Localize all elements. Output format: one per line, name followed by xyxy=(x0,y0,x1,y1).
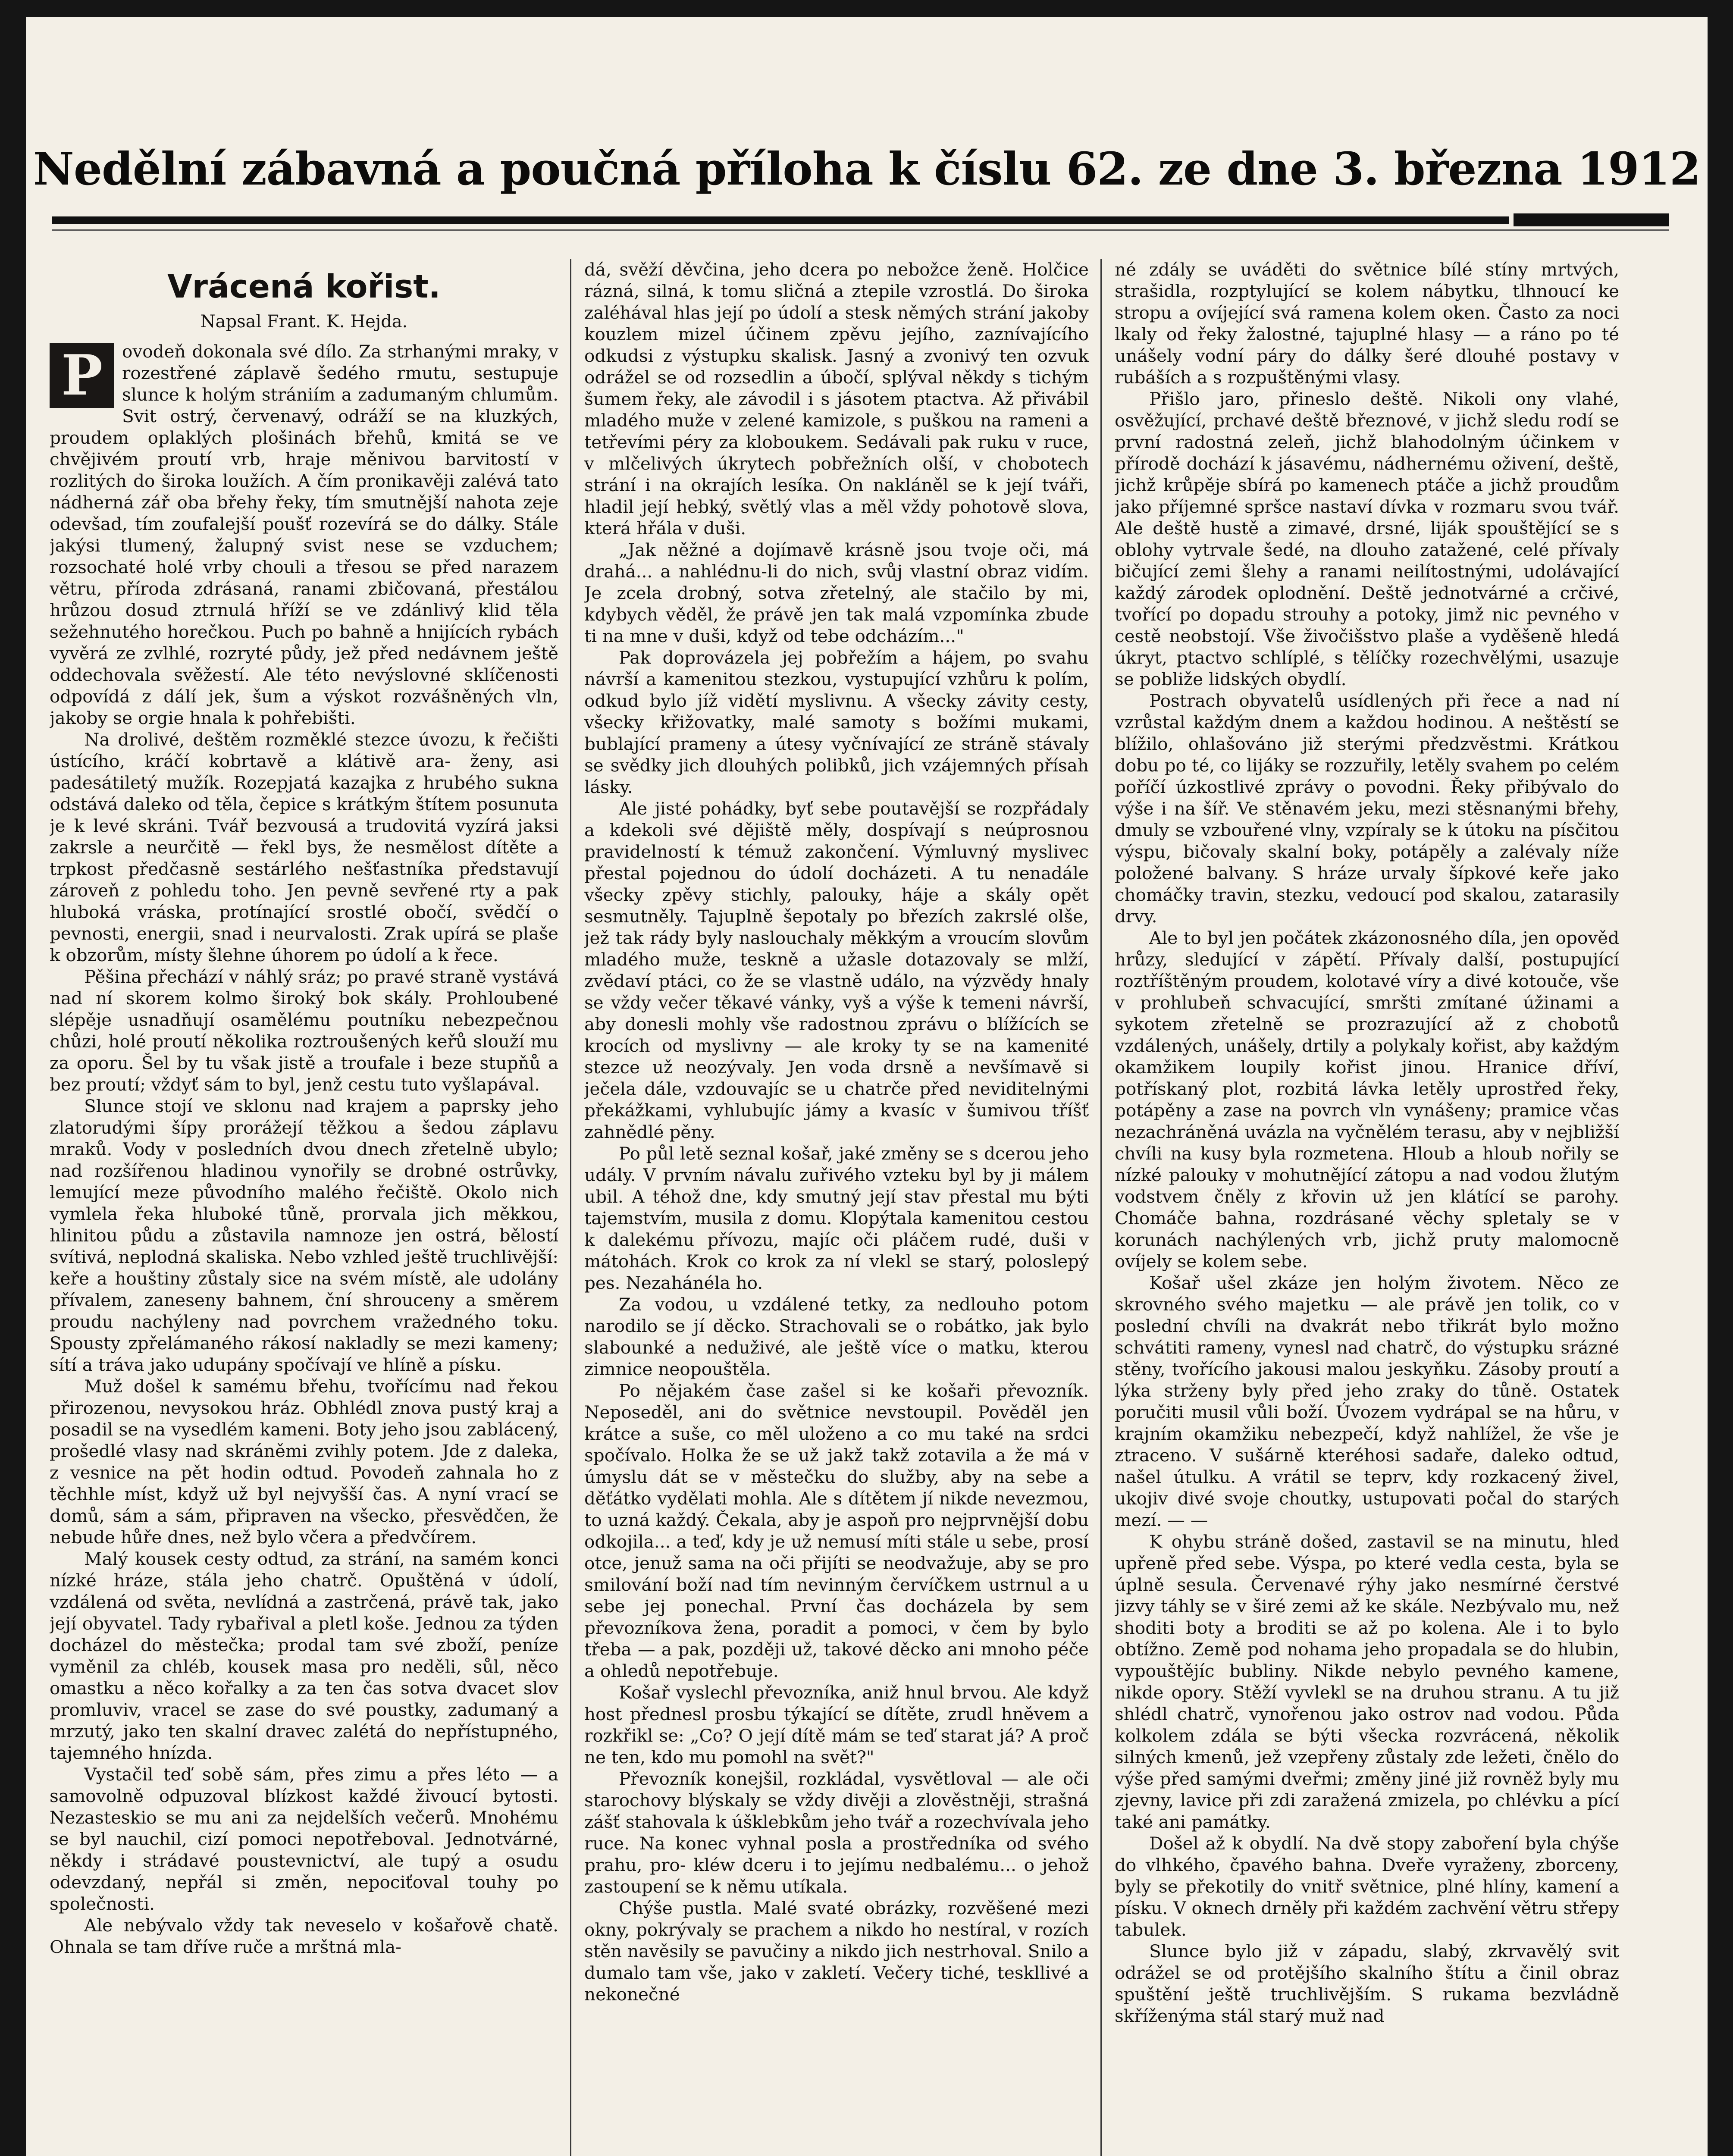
opening-text: ovodeň dokonala své dílo. Za strhanými mraky, v rozestřené záplavě šedého rmutu, sestupuje slunce k holým strániím a zadumaným chlumům. Svit ostrý, červenavý, odráží se na kluzkých, proudem oplaklých plošinách břehů, kmitá se ve chvějivém proutí vrb, hraje měnivou barvitostí v rozlitých do široka loužích. A čím pronikavěji zalévá tato nádherná zář oba břehy řeky, tím smutnější nahota zeje odevšad, tím zoufalejší poušť rozevírá se do dálky. Stále jakýsi tlumený, žalupný svist nese se vzduchem; rozsochaté holé vrby chouli a třesou se před narazem větru, příroda zdrásaná, ranami zbičovaná, přestálou hrůzou dosud ztrnulá hříží se ve zdánlivý klid těla sežehnutého horečkou. Puch po bahně a hnijících rybách vyvěrá ze zvlhlé, rozryté půdy, jež před nedávnem ještě oddechovala svěžestí. Ale této nevýslovné sklíčenosti odpovídá z dálí jek, šum a výskot rozvášněných vln, jakoby se orgie hnala k pohřebišti. xyxy=(50,341,558,728)
article-opening-paragraph xyxy=(50,341,558,729)
column-1 xyxy=(50,259,558,2156)
paragraph: Slunce bylo již v západu, slabý, zkrvavělý svit odrážel se od protějšího skalního štítu a činil obraz spuštění ještě truchlivějším. S rukama bezvládně skříženýma stál starý muž nad xyxy=(1115,1941,1619,2026)
paragraph: Ale to byl jen počátek zkázonosného díla, jen opověď hrůzy, sledující v zápětí. Přívaly další, postupující roztříštěným proudem, kolotavé víry a divé kotouče, vše v prohlubeň schvacující, smršti zmítané úžinami a sykotem zřetelně se prozrazující až z chobotů vzdálených, unášely, drtily a polykaly kořist, aby každým okamžikem loupily kořist jinou. Hranice dříví, potřískaný plot, rozbitá lávka letěly uprostřed řeky, potápěny a zase na povrch vln vynášeny; pramice včas nezachráněná uvázla na vyčnělém terasu, aby v nejbližší chvíli na kusy byla rozmetena. Hloub a hloub nořily se nízké palouky v mohutnějící zátopu a nad vodou žlutým vodstvem čněly z křovin už jen klátící se parohy. Chomáče bahna, rozdrásané věchy spletaly se v korunách nachýlených vrb, jichž pruty malomocně ovíjely se kolem sebe. xyxy=(1115,928,1619,1272)
paragraph: Došel až k obydlí. Na dvě stopy zaboření byla chýše do vlhkého, čpavého bahna. Dveře vyraženy, zborceny, byly se překotily do vnitř světnice, plné hlíny, kamení a písku. V oknech drněly při každém zachvění větru střepy tabulek. xyxy=(1115,1833,1619,1940)
column-separator xyxy=(1100,259,1102,2156)
paragraph: Slunce stojí ve sklonu nad krajem a paprsky jeho zlatorudými šípy prorážejí těžkou a šedou záplavu mraků. Vody v posledních dvou dnech zřetelně ubylo; nad rozšířenou hladinou vynořily se drobné ostrůvky, lemující meze původního malého řečiště. Okolo nich vymlela řeka hluboké tůně, prorvala jich měkkou, hlinitou půdu a zůstavila namnoze jen ostrá, bělostí svítivá, neplodná skaliska. Nebo vzhled ještě truchlivější: keře a houštiny zůstaly sice na svém místě, ale udolány přívalem, zaneseny bahnem, ční shrouceny a směrem proudu nachýleny nad povrchem vražedného toku. Spousty zpřelámaného rákosí nakladly se mezi kameny; sítí a tráva jako udupány spočívají ve hlíně a písku. xyxy=(50,1096,558,1375)
paragraph: Po půl letě seznal košař, jaké změny se s dcerou jeho udály. V prvním návalu zuřivého vzteku byl by ji málem ubil. A téhož dne, kdy smutný její stav přestal mu býti tajemstvím, musila z domu. Klopýtala kamenitou cestou k dalekému přívozu, majíc oči pláčem rudé, duši v mátohách. Krok co krok za ní vlekl se starý, poloslepý pes. Nezahánéla ho. xyxy=(584,1143,1089,1293)
article-title: Vrácená kořist. xyxy=(167,268,441,305)
paragraph: Přišlo jaro, přineslo deště. Nikoli ony vlahé, osvěžující, prchavé deště březnové, v jichž sledu rodí se první radostná zeleň, jichž blahodolným účinkem v přírodě dochází k jásavému, nádhernému oživení, deště, jichž krůpěje sbírá po kamenech ptáče a jichž proudům jako příjemné spršce nastaví dívka v rozmaru svou tvář. Ale deště hustě a zimavé, drsné, liják spouštějící se s oblohy vytrvale šedé, na dlouho zatažené, celé přívaly bičující zemi šlehy a ranami neilítostnými, udolávající každý zárodek oplodnění. Deště jednotvárné a crčivé, tvořící po dopadu strouhy a potoky, jimž nic pevného v cestě neobstojí. Vše živočišstvo plaše a vyděšeně hledá úkryt, ptactvo schlíplé, s tělíčky rozechvělými, usazuje se pobliže lidských obydlí. xyxy=(1115,389,1619,689)
paragraph: Postrach obyvatelů usídlených při řece a nad ní vzrůstal každým dnem a každou hodinou. A neštěstí se blížilo, ohlašováno již sterými předzvěstmi. Krátkou dobu po té, co lijáky se rozzuřily, letěly svahem po celém poříčí úzkostlivé zprávy o povodni. Řeky přibývalo do výše i na šíř. Ve stěnavém jeku, mezi stěsnanými břehy, dmuly se vzbouřené vlny, vzpíraly se k útoku na písčitou výspu, bičovaly skalní boky, potápěly a zalévaly níže položené balvany. S hráze urvaly šípkové keře jako chomáčky travin, stezku, vedoucí pod skalou, zatarasily drvy. xyxy=(1115,690,1619,927)
column-3 xyxy=(1115,259,1619,2156)
paragraph: Chýše pustla. Malé svaté obrázky, rozvěšené mezi okny, pokrývaly se prachem a nikdo ho nestíral, v rozích stěn navěsily se pavučiny a nikdo jich nestrhoval. Snilo a dumalo tam vše, jako v zakletí. Večery tiché, teskllivé a nekonečné xyxy=(584,1898,1089,2005)
paragraph: Vystačil teď sobě sám, přes zimu a přes léto — a samovolně odpuzoval blízkost každé živoucí bytosti. Nezasteskio se mu ani za nejdelších večerů. Mnohému se byl nauchil, cizí pomoci nepotřeboval. Jednotvárné, někdy i strádavé poustevnictví, ale tupý a osudu odevzdaný, nepřál si změn, nepociťoval touhy po společnosti. xyxy=(50,1764,558,1914)
masthead-rule xyxy=(52,216,1509,224)
paragraph: Převozník konejšil, rozkládal, vysvětloval — ale oči starochovy blýskaly se vždy divěji a zlověstněji, strašná zášť stahovala k úšklebkům jeho tvář a rozechvívala jeho ruce. Na konec vyhnal posla a prostředníka od svého prahu, pro- kléw dceru i to jejímu nedbalému... o jehož zastoupení se k němu utíkala. xyxy=(584,1768,1089,1897)
paragraph: Pak doprovázela jej pobřežím a hájem, po svahu návrší a kamenitou stezkou, vystupující vzhůru k polím, odkud bylo jíž vidětí myslivnu. A všecky závity cesty, všecky křižovatky, malé samoty s božími mukami, bublající prameny a útesy vyčnívající ze stráně stávaly se svědky jich dlouhých polibků, jich vzájemných přísah lásky. xyxy=(584,647,1089,797)
column-separator xyxy=(570,259,571,2156)
paragraph: dá, svěží děvčina, jeho dcera po nebožce ženě. Holčice rázná, silná, k tomu sličná a ztepile vzrostlá. Do široka zaléhával hlas její po údolí a stesk němých strání jakoby kouzlem mizel účinem zpěvu jejího, zaznívajícího odkudsi z výstupku skalisk. Jasný a zvonivý ten ozvuk odrážel se od rozsedlin a úbočí, splýval někdy s tichým šumem řeky, ale závodil i s jásotem ptactva. Až přivábil mladého muže v zelené kamizole, s puškou na rameni a tetřevími péry za kloboukem. Sedávali pak ruku v ruce, v mlčelivých úkrytech pobřežních olší, v chobotech strání i na okrajích lesíka. On nakláněl se k její tváři, hladil její hebký, světlý vlas a měl vždy pohotově slova, která hřála v duši. xyxy=(584,259,1089,539)
article-byline: Napsal Frant. K. Hejda. xyxy=(200,312,408,332)
paragraph: Pěšina přechází v náhlý sráz; po pravé straně vystává nad ní skorem kolmo široký bok skály. Prohloubené slépěje usnadňují osamělému poutníku nebezpečnou chůzi, holé proutí několika roztroušených keřů slouží mu za oporu. Šel by tu však jistě a troufale i beze stupňů a bez proutí; vždyť sám to byl, jenž cestu tuto vyšlapával. xyxy=(50,966,558,1095)
paragraph: Malý kousek cesty odtud, za strání, na samém konci nízké hráze, stála jeho chatrč. Opuštěná v údolí, vzdálená od světa, nevlídná a zastrčená, právě tak, jako její obyvatel. Tady rybařival a pletl koše. Jednou za týden docházel do městečka; prodal tam své zboží, peníze vyměnil za chléb, kousek masa pro neděli, sůl, něco omastku a něco kořalky a za ten čas sotva dvacet slov promluviv, vracel se zase do své poustky, zadumaný a mrzutý, jako ten skalní dravec zalétá do nepřístupného, tajemného hnízda. xyxy=(50,1548,558,1763)
newspaper-page xyxy=(26,17,1708,2156)
paragraph: Ale nebývalo vždy tak neveselo v košařově chatě. Ohnala se tam dříve ruče a mrštná mla- xyxy=(50,1915,558,1957)
column-2 xyxy=(584,259,1089,2156)
paragraph: Ale jisté pohádky, byť sebe poutavější se rozpřádaly a kdekoli své dějiště měly, dospívají s neúprosnou pravidelností k témuž zakončení. Výmluvný myslivec přestal pojednou do údolí docházeti. A tu nenadále všecky zpěvy stichly, palouky, háje a skály opět sesmutněly. Tajuplně šepotaly po březích zakrslé olše, jež tak rády byly naslouchaly měkkým a vroucím slovům mladého muže, teskně a užasle dotazovaly se mlží, zvědaví ptáci, co že se vlastně událo, na výzvědy hnaly se vždy večer těkavé vánky, vyš a výše k temeni návrší, aby donesli mohly vše radostnou zprávu o blížících se krocích od myslivny — ale kroky ty se na kamenité stezce už neozývaly. Jen voda drsně a nevšímavě si ječela dále, vzdouvajíc se u chatrče před neviditelnými překážkami, vyhlubujíc jámy a kvasíc v šumivou tříšť zahnědlé pěny. xyxy=(584,798,1089,1142)
masthead-title: Nedělní zábavná a poučná příloha k číslu 62. ze dne 3. března 1912 xyxy=(33,142,1701,195)
paragraph: Na drolivé, deštěm rozměklé stezce úvozu, k řečišti ústícího, kráčí kobrtavě a klátivě ara- ženy, asi padesátiletý mužík. Rozepjatá kazajka z hrubého sukna odstává daleko od těla, čepice s krátkým štítem posunuta je k levé skráni. Tvář bezvousá a trudovitá vyzírá jaksi zakrsle a neurčitě — řekl bys, že nesmělost dítěte a trpkost předčasně sestárlého nešťastníka představují zároveň z pohledu toho. Jen pevně sevřené rty a pak hluboká vráska, protínající srostlé obočí, svědčí o pevnosti, energii, snad i neurvalosti. Zrak upírá se plaše k obzorům, místy šlehne úhorem po údolí a k řece. xyxy=(50,729,558,965)
masthead-rule-thin xyxy=(52,229,1669,231)
masthead-rule-end xyxy=(1514,213,1669,226)
paragraph: Košař vyslechl převozníka, aniž hnul brvou. Ale když host přednesl prosbu týkající se dítěte, zrudl hněvem a rozkřikl se: „Co? O její dítě mám se teď starat já? A proč ne ten, kdo mu pomohl na svět?" xyxy=(584,1682,1089,1767)
paragraph: „Jak něžné a dojímavě krásně jsou tvoje oči, má drahá... a nahlédnu-li do nich, svůj vlastní obraz vidím. Je zcela drobný, sotva zřetelný, ale stačilo by mi, kdybych věděl, že právě jen tak malá vzpomínka zbude ti na mne v duši, když od tebe odcházím..." xyxy=(584,539,1089,646)
paragraph: Košař ušel zkáze jen holým životem. Něco ze skrovného svého majetku — ale právě jen tolik, co v poslední chvíli na dvakrát nebo třikrát bylo možno schvátiti rameny, vynesl nad chatrč, do výstupku srázné stěny, tvořícího jakousi malou jeskyňku. Zásoby proutí a lýka strženy byly před jeho zraky do tůně. Ostatek poručiti musil vůli boží. Úvozem vydrápal se na hůru, v krajním okamžiku nebezpečí, když nahlížel, že vše je ztraceno. V sušárně kteréhosi sadaře, daleko odtud, našel útulku. A vrátil se teprv, kdy rozkacený živel, ukojiv divé svoje choutky, ustupovati počal do starých mezí. — — xyxy=(1115,1272,1619,1530)
paragraph: K ohybu stráně došed, zastavil se na minutu, hleď upřeně před sebe. Výspa, po které vedla cesta, byla se úplně sesula. Červenavé rýhy jako nesmírné čerstvé jizvy táhly se v širé zemi až ke skále. Nezbývalo mu, než shoditi boty a broditi se až po kolena. Ale i to bylo obtížno. Země pod nohama jeho propadala se do hlubin, vypouštějíc bubliny. Nikde nebylo pevného kamene, nikde opory. Stěží vyvlekl se na druhou stranu. A tu již shlédl chatrč, vynořenou jako ostrov nad vodou. Půda kolkolem zdála se býti všecka rozvrácená, několik silných kmenů, jež vzepřeny zůstaly zde ležeti, čnělo do výše před samými dveřmi; změny jiné již rovněž byly mu zjevny, lavice při zdi zaražená zmizela, po chlévku a pící také ani památky. xyxy=(1115,1531,1619,1832)
paragraph: né zdály se uváděti do světnice bílé stíny mrtvých, strašidla, rozptylující se kolem nábytku, tlhnoucí ke stropu a ovíjející svá ramena kolem oken. Často za noci lkaly od řeky žalostné, tajuplné hlasy — a ráno po té unášely vodní páry do dálky šeré dlouhé postavy v rubáších a s rozpuštěnými vlasy. xyxy=(1115,259,1619,388)
paragraph: Muž došel k samému břehu, tvořícímu nad řekou přirozenou, nevysokou hráz. Obhlédl znova pustý kraj a posadil se na vysedlém kameni. Boty jeho jsou zablácený, prošedlé vlasy nad skráněmi zvihly potem. Jde z daleka, z vesnice na pět hodin odtud. Povodeň zahnala ho z těchhle míst, když už byl nejvyšší čas. A nyní vrací se domů, sám a sám, připraven na všecko, přesvědčen, že nebude hůře dnes, než bylo včera a předvčírem. xyxy=(50,1376,558,1548)
drop-cap: P xyxy=(50,343,114,408)
paragraph: Za vodou, u vzdálené tetky, za nedlouho potom narodilo se jí děcko. Strachovali se o robátko, jak bylo slabounké a neduživé, ale ještě více o matku, kterou zimnice neopouštěla. xyxy=(584,1294,1089,1379)
paragraph: Po nějakém čase zašel si ke košaři převozník. Neposeděl, ani do světnice nevstoupil. Pověděl jen krátce a suše, co měl uloženo a co mu také na srdci spočívalo. Holka že se už jakž takž zotavila a že má v úmyslu dát se v městečku do služby, aby na sebe a děťátko vydělati mohla. Ale s dítětem jí nikde nevezmou, to uzná každý. Čekala, aby je aspoň pro nejprvnější dobu odkojila... a teď, kdy je už nemusí míti stále u sebe, prosí otce, jenuž sama na oči přijíti se neodvažuje, aby se pro smilování boží nad tím nevinným červíčkem ustrnul a u sebe jej ponechal. První čas docházela by sem převozníkova žena, poradit a pomoci, v čem by bylo třeba — a pak, později už, takové děcko ani mnoho péče a ohledů nepotřebuje. xyxy=(584,1380,1089,1681)
